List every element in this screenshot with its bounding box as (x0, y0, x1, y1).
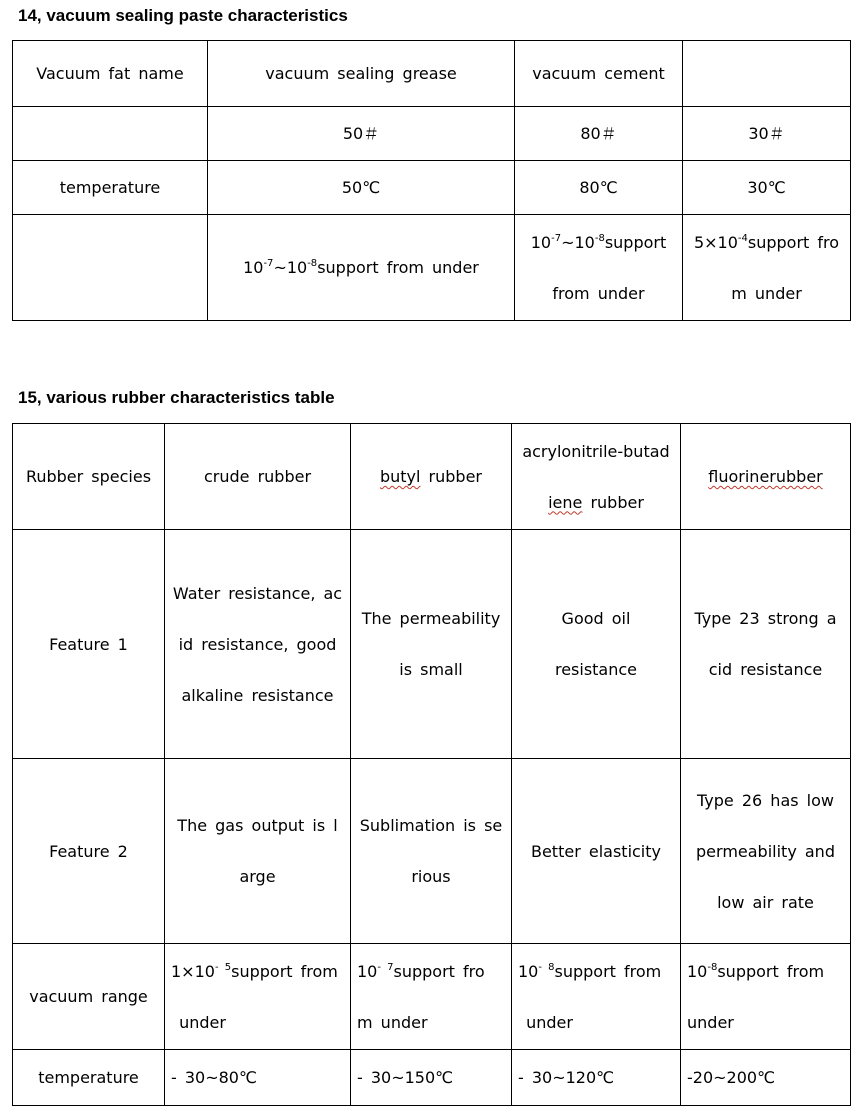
temperature-cell: -20~200℃ (681, 1050, 851, 1106)
table-row (13, 107, 851, 161)
vacuum-range-label-cell: vacuum range (13, 944, 165, 1050)
grade-cell: 30＃ (683, 107, 851, 161)
pressure-label-cell (13, 215, 208, 321)
feature1-cell: Good oil resistance (512, 530, 681, 759)
header-cell-nitrile: acrylonitrile-butad iene rubber (512, 424, 681, 530)
feature2-cell: Better elasticity (512, 759, 681, 944)
temperature-label-cell: temperature (13, 161, 208, 215)
feature1-cell: Water resistance, ac id resistance, good alkaline resistance (165, 530, 351, 759)
temperature-cell: - 30~80℃ (165, 1050, 351, 1106)
table-row (13, 161, 851, 215)
feature2-cell: The gas output is l arge (165, 759, 351, 944)
temperature-cell: 50℃ (208, 161, 515, 215)
pressure-cell: $5\times 10^{-4}support$ fro m under (683, 215, 851, 321)
feature2-label-cell: Feature 2 (13, 759, 165, 944)
feature1-label-cell: Feature 1 (13, 530, 165, 759)
header-cell-crude: crude rubber (165, 424, 351, 530)
table-row (13, 759, 851, 944)
rubber-characteristics-table (12, 423, 851, 1106)
temperature-label-cell: temperature (13, 1050, 165, 1106)
grade-cell: 80＃ (515, 107, 683, 161)
vacuum-range-cell: $10^{- 7}support$ fro m under (351, 944, 512, 1050)
table-row (13, 424, 851, 530)
vacuum-range-cell: $10^{- 8}support$ from under (512, 944, 681, 1050)
feature2-cell: Type 26 has low permeability and low air rate (681, 759, 851, 944)
header-cell-name: Vacuum fat name (13, 41, 208, 107)
feature2-cell: Sublimation is se rious (351, 759, 512, 944)
pressure-cell: $10^{-7}\sim 10^{-8}support$ from under (515, 215, 683, 321)
temperature-cell: 80℃ (515, 161, 683, 215)
vacuum-range-cell: $1\times 10^{- 5}support$ from under (165, 944, 351, 1050)
header-cell-grease: vacuum sealing grease (208, 41, 515, 107)
table-row (13, 41, 851, 107)
temperature-cell: - 30~120℃ (512, 1050, 681, 1106)
table-row (13, 530, 851, 759)
table-row (13, 215, 851, 321)
section-14-title: 14, vacuum sealing paste characteristics (18, 6, 348, 25)
header-cell-species: Rubber species (13, 424, 165, 530)
header-cell-butyl: butyl rubber (351, 424, 512, 530)
header-cell-empty (683, 41, 851, 107)
vacuum-sealing-paste-table (12, 40, 851, 321)
feature1-cell: The permeability is small (351, 530, 512, 759)
table-row (13, 944, 851, 1050)
temperature-cell: - 30~150℃ (351, 1050, 512, 1106)
temperature-cell: 30℃ (683, 161, 851, 215)
table-row (13, 1050, 851, 1106)
vacuum-range-cell: $10^{-8}support$ from under (681, 944, 851, 1050)
section-15-title: 15, various rubber characteristics table (18, 388, 335, 407)
pressure-cell: $10^{-7}\sim 10^{-8}support$ from under (208, 215, 515, 321)
grade-label-cell (13, 107, 208, 161)
feature1-cell: Type 23 strong a cid resistance (681, 530, 851, 759)
header-cell-cement: vacuum cement (515, 41, 683, 107)
header-cell-fluorine: fluorinerubber (681, 424, 851, 530)
grade-cell: 50＃ (208, 107, 515, 161)
